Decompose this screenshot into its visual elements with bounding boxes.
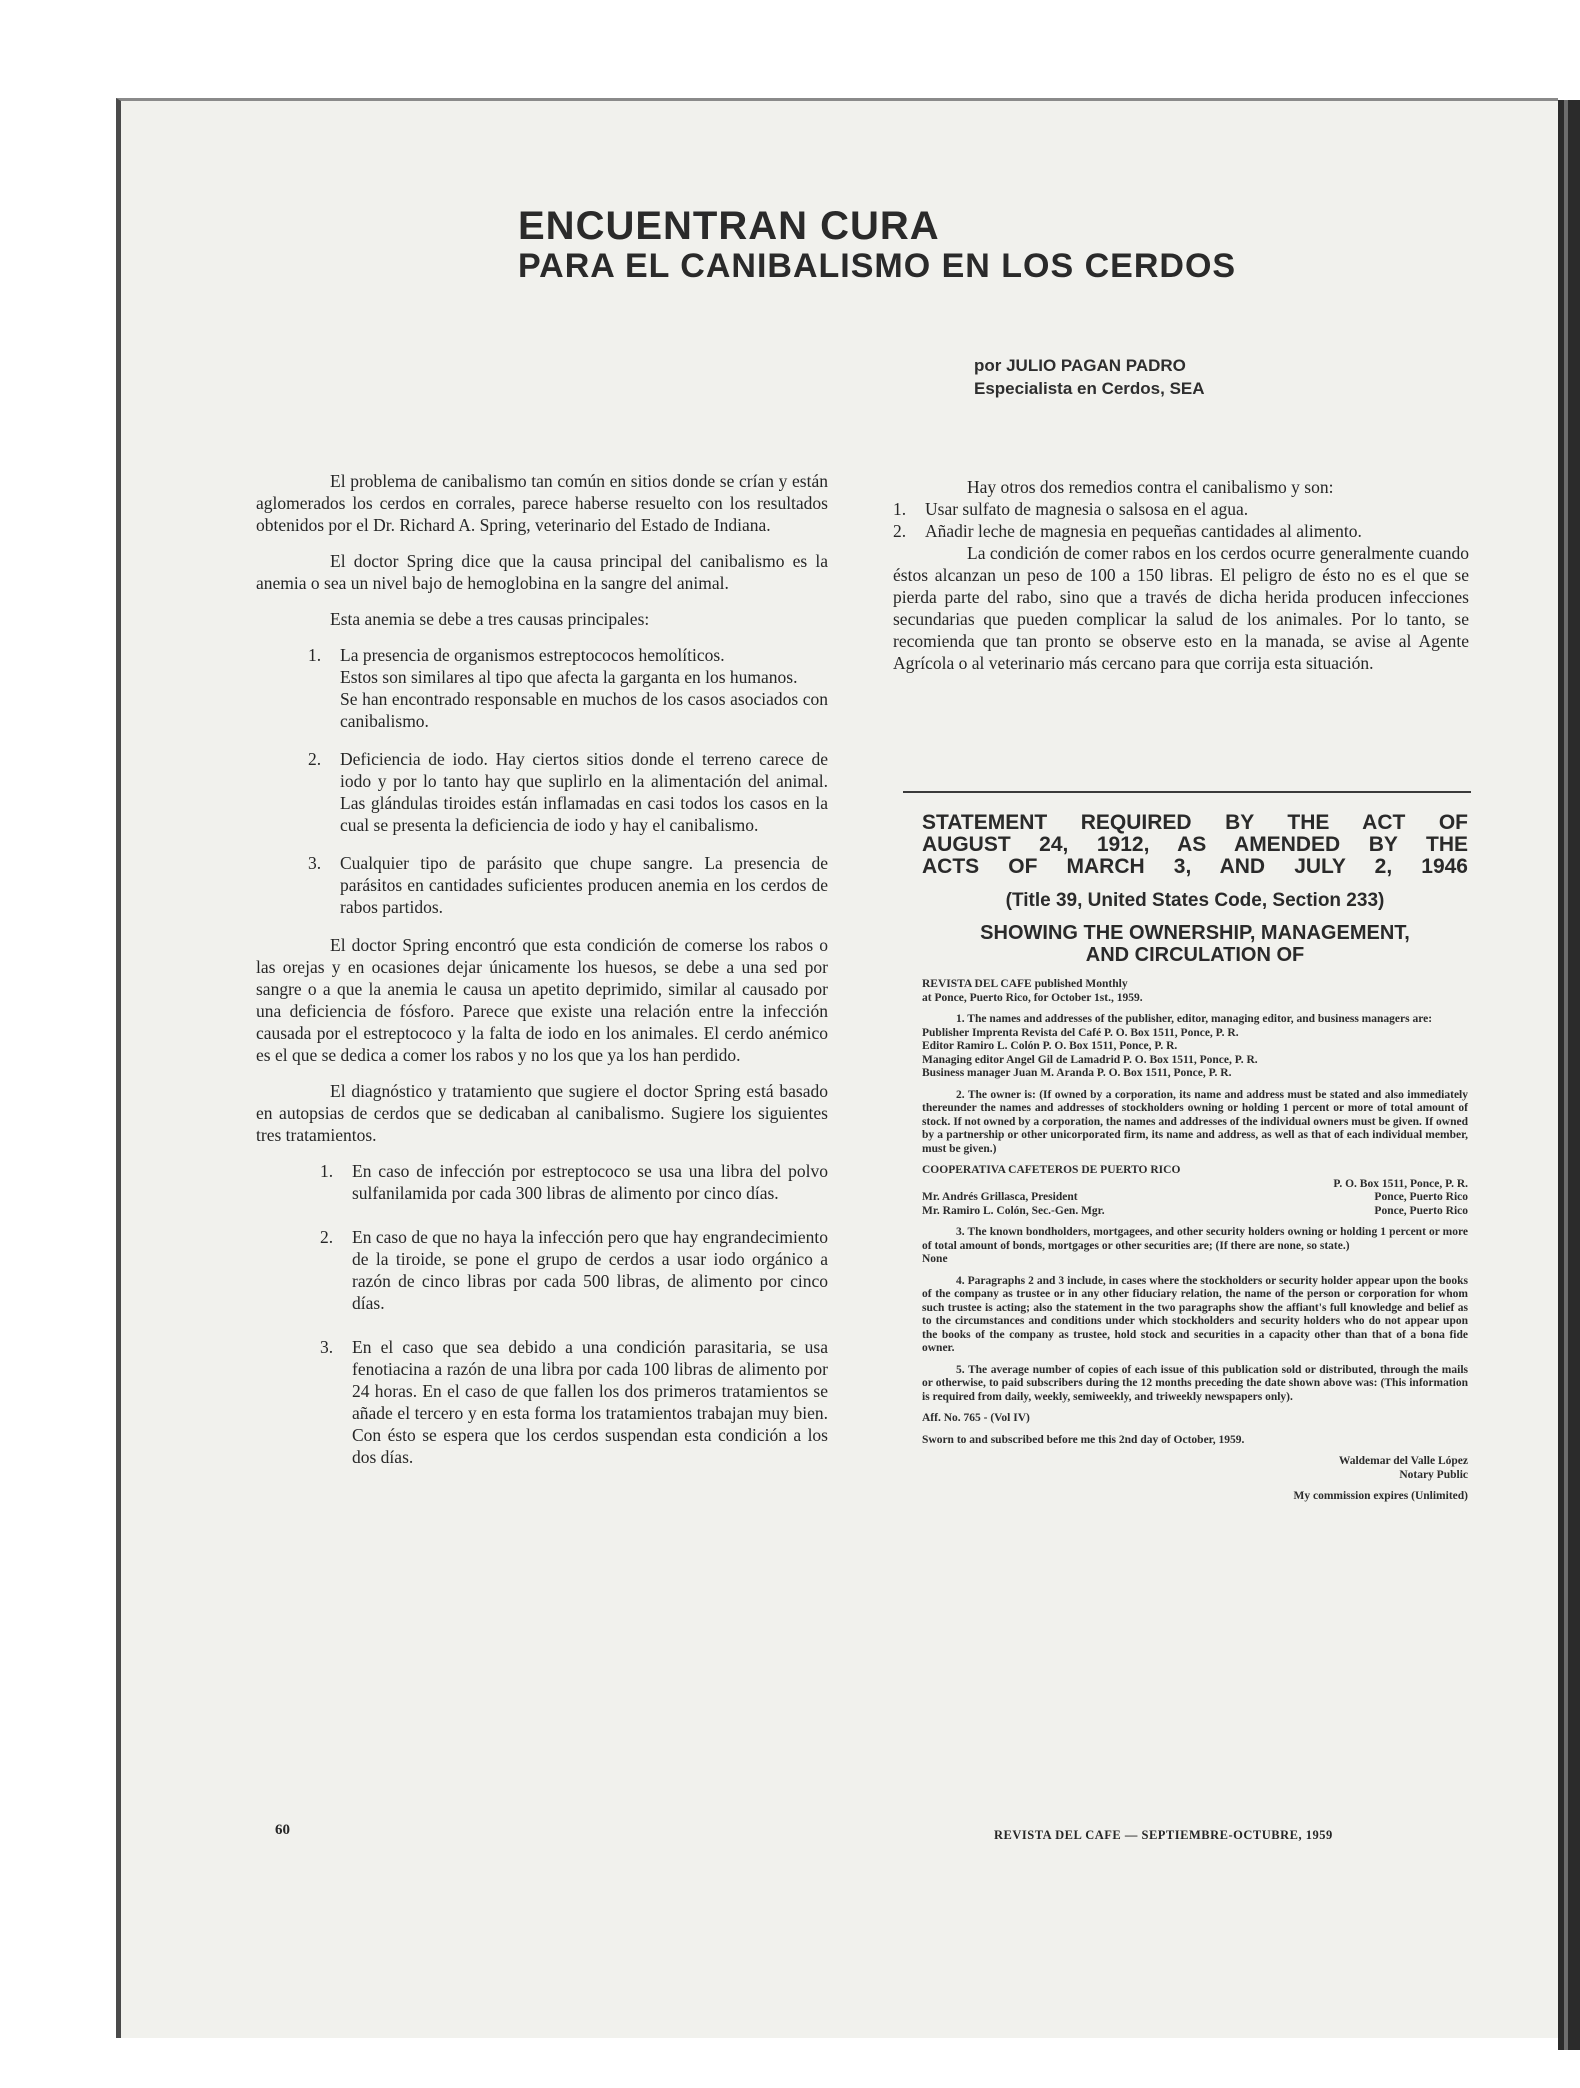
statement-heading-2: AND CIRCULATION OF	[1085, 944, 1305, 966]
paragraph: El diagnóstico y tratamiento que sugiere el doctor Spring está basado en autopsias de cerdos que se dedicaban al canibalismo. Sugiere los siguientes tres tratamientos.	[256, 1081, 828, 1145]
remedies-list	[893, 498, 1469, 542]
list-item	[256, 1226, 828, 1314]
paragraph: Esta anemia se debe a tres causas principales:	[330, 609, 650, 629]
treatments-list	[256, 1160, 828, 1468]
left-column	[256, 470, 828, 1490]
article-title	[518, 205, 1236, 285]
author-role: Especialista en Cerdos, SEA	[974, 379, 1205, 398]
page-binding-edge	[1558, 100, 1580, 2050]
notary-name: Waldemar del Valle López	[1338, 1455, 1468, 1467]
item-line: La presencia de organismos estreptococos hemolíticos.	[340, 645, 725, 665]
running-footer: REVISTA DEL CAFE — SEPTIEMBRE-OCTUBRE, 1959	[994, 1828, 1333, 1842]
title-line-1: ENCUENTRAN CURA	[518, 204, 940, 248]
statement-heading-line: AUGUST 24, 1912, AS AMENDED BY THE	[922, 833, 1468, 856]
item-number: 3.	[320, 1337, 334, 1357]
statement-item-3: 3. The known bondholders, mortgagees, and other security holders owning or holding 1 percent or more of total amount of bonds, mortgages or other securities are; (If there are none, so state.)	[922, 1226, 1468, 1252]
officer-row	[922, 1205, 1468, 1219]
notary-title: Notary Public	[1399, 1468, 1468, 1481]
statement-item-1: 1. The names and addresses of the publisher, editor, managing editor, and business managers are:	[956, 1013, 1433, 1025]
paragraph: El doctor Spring dice que la causa principal del canibalismo es la anemia o sea un nivel bajo de hemoglobina en la sangre del animal.	[256, 551, 828, 593]
list-item	[256, 1336, 828, 1468]
section-divider	[903, 791, 1471, 793]
item-text: Usar sulfato de magnesia o salsosa en el agua.	[925, 499, 1249, 519]
business-manager-line: Business manager Juan M. Aranda P. O. Box 1511, Ponce, P. R.	[922, 1067, 1232, 1079]
officer-name: Mr. Andrés Grillasca, President	[922, 1191, 1078, 1203]
item-number: 3.	[308, 853, 322, 873]
statement-item-2: 2. The owner is: (If owned by a corporation, its name and address must be stated and also immediately thereunder the names and addresses of stockholders owning or holding 1 percent or more of total amount of stock. If not owned by a corporation, the names and addresses of the individual owners must be given. If owned by a partnership or other unicorporated firm, its name and address, as well as that of each individual member, must be given.)	[922, 1088, 1468, 1155]
statement-heading-line: STATEMENT REQUIRED BY THE ACT OF	[922, 811, 1468, 834]
list-item	[256, 852, 828, 918]
sworn-line: Sworn to and subscribed before me this 2nd day of October, 1959.	[922, 1433, 1245, 1446]
item-text: Deficiencia de iodo. Hay ciertos sitios donde el terreno carece de iodo y por lo tanto hay que suplirlo en la alimentación del animal. Las glándulas tiroides están inflamadas en casi todos los casos en la cual se presenta la deficiencia de iodo y hay el canibalismo.	[340, 749, 828, 835]
item-line: Estos son similares al tipo que afecta la garganta en los humanos.	[340, 667, 798, 687]
editor-line: Editor Ramiro L. Colón P. O. Box 1511, Ponce, P. R.	[922, 1040, 1178, 1052]
causes-list	[256, 644, 828, 918]
item-number: 2.	[308, 749, 322, 769]
item-text	[340, 644, 828, 732]
author: por JULIO PAGAN PADRO	[974, 356, 1186, 375]
title-line-2: PARA EL CANIBALISMO EN LOS CERDOS	[518, 247, 1237, 285]
paragraph: La condición de comer rabos en los cerdos ocurre generalmente cuando éstos alcanzan un peso de 100 a 150 libras. El peligro de ésto no es el que se pierda parte del rabo, sino que a través de dicha herida producen infecciones secundarias que pueden complicar la salud de los animales. Por lo tanto, se recomienda que tan pronto se observe esto en la manada, se avise al Agente Agrícola o al veterinario más cercano para que corrija esta situación.	[893, 543, 1469, 673]
ownership-statement	[922, 812, 1468, 1512]
managing-editor-line: Managing editor Angel Gil de Lamadrid P. O. Box 1511, Ponce, P. R.	[922, 1053, 1258, 1066]
officer-name: Mr. Ramiro L. Colón, Sec.-Gen. Mgr.	[922, 1204, 1105, 1217]
statement-heading-line: ACTS OF MARCH 3, AND JULY 2, 1946	[922, 855, 1468, 878]
statement-item-4: 4. Paragraphs 2 and 3 include, in cases where the stockholders or security holder appear upon the books of the company as trustee or in any other fiduciary relation, the name of the person or corporation for whom such trustee is acting; also the statement in the two paragraphs show the affiant's full knowledge and belief as to the circumstances and conditions under which stockholders and security holders who do not appear upon the books of the company as trustee, hold stock and securities in a capacity other than that of a bona fide owner.	[922, 1274, 1468, 1354]
item-line: Se han encontrado responsable en muchos de los casos asociados con canibalismo.	[340, 689, 828, 731]
item-number: 1.	[320, 1161, 334, 1181]
item-number: 1.	[893, 499, 907, 519]
paragraph: El doctor Spring encontró que esta condición de comerse los rabos o las orejas y en ocasiones dejar únicamente los huesos, se debe a una sed por sangre o a que la anemia le causa un apetito deprimido, similar al causado por una deficiencia de fósforo. Parece que existe una relación entre la infección causada por el estreptococo y la falta de iodo en los animales. El cerdo anémico es el que se dedica a comer los rabos y no los que ya los han perdido.	[256, 935, 828, 1065]
affidavit-number: Aff. No. 765 - (Vol IV)	[922, 1412, 1030, 1424]
officer-city: Ponce, Puerto Rico	[1374, 1191, 1468, 1203]
byline	[974, 354, 1205, 400]
publisher-line: Publisher Imprenta Revista del Café P. O. Box 1511, Ponce, P. R.	[922, 1026, 1239, 1039]
owner-address: P. O. Box 1511, Ponce, P. R.	[1333, 1177, 1468, 1190]
list-item	[256, 748, 828, 836]
item-number: 2.	[320, 1227, 334, 1247]
item-text: En caso de infección por estreptococo se usa una libra del polvo sulfanilamida por cada 300 libras de alimento por cinco días.	[352, 1161, 828, 1203]
item-text: Añadir leche de magnesia en pequeñas cantidades al alimento.	[925, 521, 1362, 541]
item-text: En el caso que sea debido a una condición parasitaria, se usa fenotiacina a razón de una libra por cada 100 libras de alimento por 24 horas. En el caso de que fallen los dos primeros tratamientos se añade el tercero y en esta forma los tratamientos trabajan muy bien. Con ésto se espera que los cerdos suspendan esta condición a los dos días.	[352, 1337, 828, 1467]
publication-line: at Ponce, Puerto Rico, for October 1st., 1959.	[922, 991, 1143, 1004]
officer-city: Ponce, Puerto Rico	[1374, 1204, 1468, 1217]
statement-item-5: 5. The average number of copies of each issue of this publication sold or distributed, through the mails or otherwise, to paid subscribers during the 12 months preceding the date shown above was: (This information is required from daily, weekly, semiweekly, and triweekly newspapers only).	[922, 1363, 1468, 1403]
commission-line: My commission expires (Unlimited)	[1293, 1490, 1468, 1502]
right-column	[893, 476, 1469, 674]
owner-name: COOPERATIVA CAFETEROS DE PUERTO RICO	[922, 1164, 1181, 1176]
officer-row	[922, 1191, 1468, 1205]
page-number: 60	[275, 1822, 290, 1838]
statement-item-3-answer: None	[922, 1253, 948, 1265]
item-text: En caso de que no haya la infección pero que hay engrandecimiento de la tiroide, se pone el grupo de cerdos a usar iodo orgánico a razón de cinco libras por cada 500 libras, de alimento por cinco días.	[352, 1227, 828, 1313]
item-number: 2.	[893, 521, 907, 541]
list-item	[893, 520, 1469, 542]
list-item	[256, 1160, 828, 1204]
list-item	[256, 644, 828, 732]
paragraph: El problema de canibalismo tan común en sitios donde se crían y están aglomerados los cerdos en corrales, parece haberse resuelto con los resultados obtenidos por el Dr. Richard A. Spring, veterinario del Estado de Indiana.	[256, 471, 828, 535]
list-item	[893, 498, 1469, 520]
paragraph: Hay otros dos remedios contra el canibalismo y son:	[967, 477, 1334, 497]
statement-heading-2: SHOWING THE OWNERSHIP, MANAGEMENT,	[980, 922, 1410, 944]
publication-line: REVISTA DEL CAFE published Monthly	[922, 978, 1128, 990]
item-number: 1.	[308, 645, 322, 665]
statement-body	[922, 978, 1468, 1504]
item-text: Cualquier tipo de parásito que chupe sangre. La presencia de parásitos en cantidades suficientes producen anemia en los cerdos de rabos partidos.	[340, 853, 828, 917]
statement-subheading: (Title 39, United States Code, Section 233)	[1005, 890, 1385, 911]
